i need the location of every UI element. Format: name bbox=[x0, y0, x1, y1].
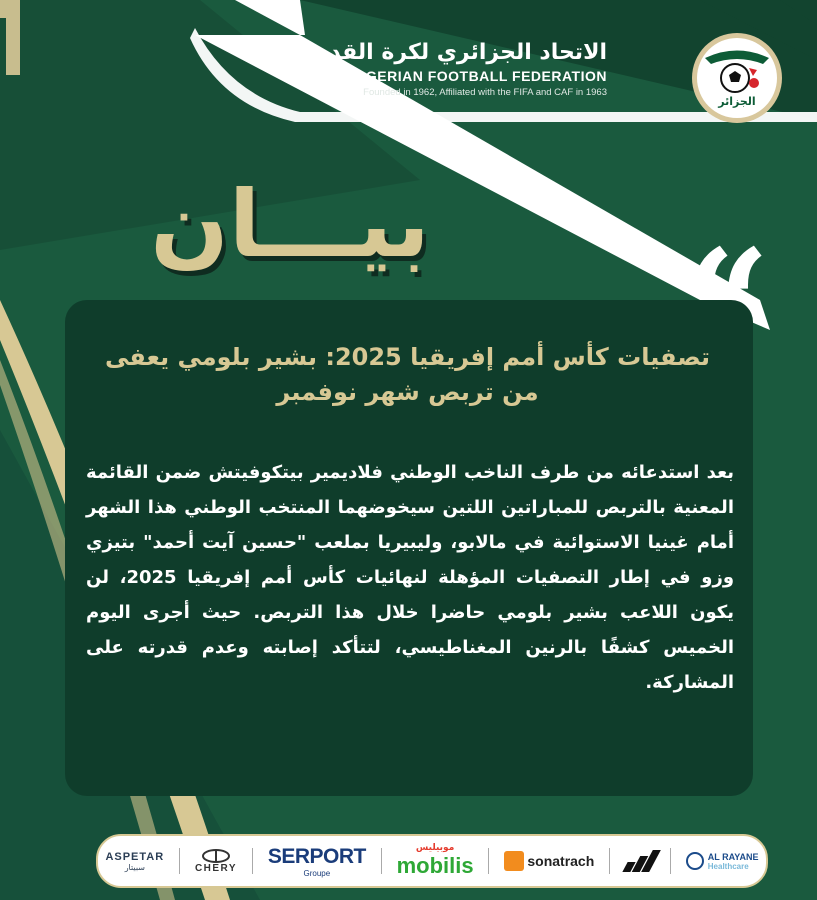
sponsor-divider bbox=[381, 848, 382, 874]
mobilis-arabic-text: موبيليس bbox=[415, 843, 455, 853]
sponsor-serport bbox=[268, 845, 366, 878]
alrayane-logo-text: AL RAYANE bbox=[707, 851, 759, 862]
sonatrach-logo-text: sonatrach bbox=[527, 853, 595, 869]
sponsor-divider bbox=[252, 848, 253, 874]
federation-header bbox=[313, 40, 607, 98]
sponsor-alrayane bbox=[686, 852, 759, 871]
serport-sub-text: Groupe bbox=[303, 868, 331, 878]
chery-emblem-icon bbox=[201, 849, 231, 863]
statement-body: بعد استدعائه من طرف الناخب الوطني فلاديمير بيتكوفيتش ضمن القائمة المعنية بالتربص للمباراتين اللتين سيخوضهما المنتخب الوطني هذا الشهر أمام غينيا الاستوائية في مالابو، وليبيريا بملعب "حسين آيت أحمد" بتيزي وزو في إطار التصفيات المؤهلة لنهائيات كأس أمم إفريقيا 2025، لن يكون اللاعب بشير بلومي حاضرا خلال هذا التربص. حيث أجرى اليوم الخميس كشفًا بالرنين المغناطيسي، لتتأكد إصابته وعدم قدرته على المشاركة. bbox=[86, 462, 735, 693]
sponsor-divider bbox=[609, 848, 610, 874]
logo-text: الجزائر bbox=[718, 95, 756, 108]
sonatrach-emblem-icon bbox=[504, 851, 524, 871]
alrayane-emblem-icon bbox=[686, 852, 704, 870]
federation-name-arabic: الاتحاد الجزائري لكرة القدم bbox=[313, 40, 607, 65]
aspetar-arabic-text: سبيتار bbox=[124, 862, 145, 872]
sponsor-bar bbox=[96, 834, 768, 888]
sponsor-divider bbox=[488, 848, 489, 874]
page-heading: بيـــان bbox=[150, 171, 430, 278]
sponsor-adidas bbox=[625, 850, 655, 872]
sponsor-aspetar bbox=[105, 851, 164, 872]
sponsor-divider bbox=[179, 848, 180, 874]
alrayane-sub-text: Healthcare bbox=[707, 861, 749, 871]
sponsor-sonatrach bbox=[504, 851, 594, 871]
chery-logo-text: CHERY bbox=[194, 862, 238, 874]
federation-logo bbox=[692, 33, 782, 123]
federation-name-english: ALGERIAN FOOTBALL FEDERATION bbox=[346, 68, 607, 84]
sponsor-divider bbox=[670, 848, 671, 874]
serport-logo-text: SERPORT bbox=[267, 844, 366, 868]
aspetar-logo-text: ASPETAR bbox=[105, 850, 165, 863]
adidas-stripes-icon bbox=[625, 850, 655, 872]
statement-title: تصفيات كأس أمم إفريقيا 2025: بشير بلومي يعفى من تربص شهر نوفمبر bbox=[105, 343, 710, 406]
sponsor-chery bbox=[195, 849, 237, 874]
mobilis-logo-text: mobilis bbox=[396, 853, 474, 878]
federation-tagline: Founded in 1962, Affiliated with the FIFA and CAF in 1963 bbox=[363, 87, 607, 98]
sponsor-mobilis bbox=[397, 843, 474, 879]
